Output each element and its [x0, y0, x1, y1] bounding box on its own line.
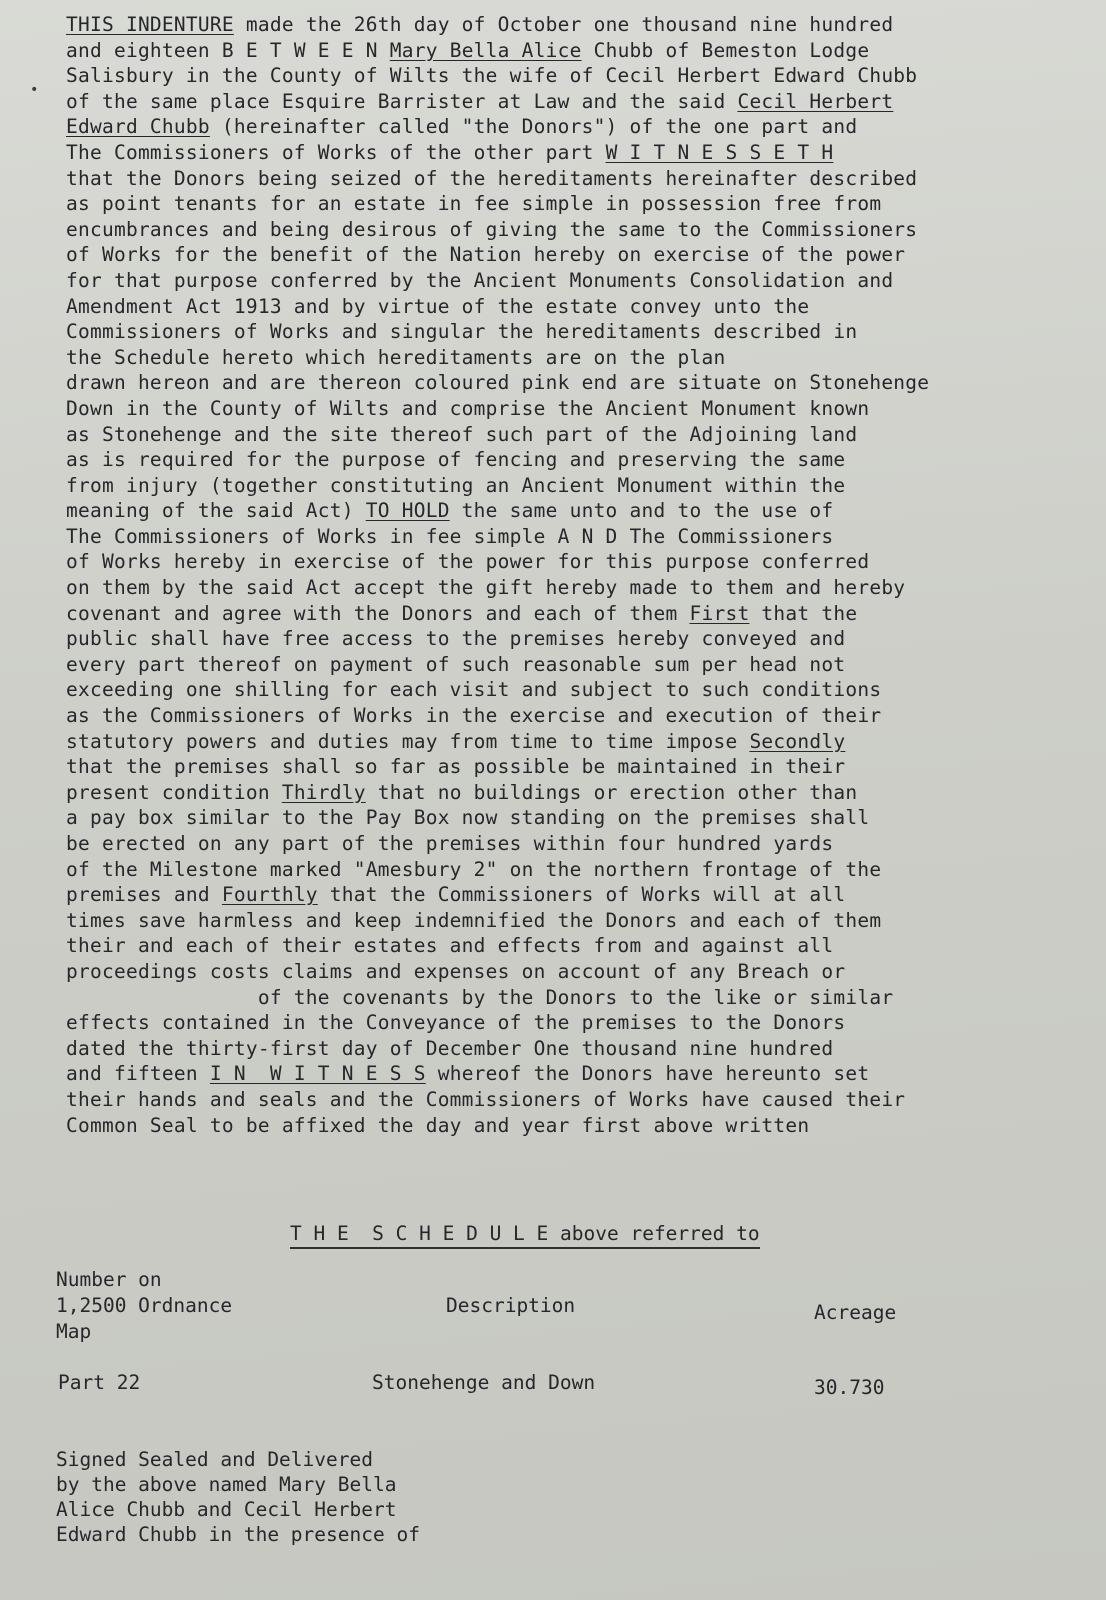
deed-line: that the — [749, 601, 858, 625]
deed-line: exceeding one shilling for each visit and subject to such conditions — [66, 678, 882, 702]
donor-name-underlined: Mary Bella Alice — [389, 38, 582, 62]
deed-line: (hereinafter called "the Donors") of the one part and — [209, 115, 858, 139]
deed-line: meaning of the said Act) — [66, 499, 366, 523]
deed-line: Chubb of Bemeston Lodge — [581, 38, 870, 62]
indenture-body — [66, 12, 1076, 1138]
donor-name-underlined: Edward Chubb — [66, 115, 210, 139]
deed-line: every part thereof on payment of such reasonable sum per head not — [66, 652, 846, 676]
deed-line: as Stonehenge and the site thereof such part of the Adjoining land — [66, 422, 858, 446]
deed-line: The Commissioners of Works in fee simple A N D The Commissioners — [66, 524, 834, 548]
deed-line: on them by the said Act accept the gift hereby made to them and hereby — [66, 576, 906, 600]
deed-line: whereof the Donors have hereunto set — [425, 1062, 870, 1086]
deed-line: made the 26th day of October one thousand nine hundred — [233, 13, 894, 36]
heading-this-indenture: THIS INDENTURE — [66, 13, 234, 36]
attestation-clause: Signed Sealed and Delivered by the above named Mary Bella Alice Chubb and Cecil Herbert Edward Chubb in the presence of — [56, 1448, 420, 1546]
schedule-title: T H E S C H E D U L E above referred to — [290, 1222, 760, 1249]
deed-line: The Commissioners of Works of the other part — [66, 140, 606, 164]
deed-line: Salisbury in the County of Wilts the wife of Cecil Herbert Edward Chubb — [66, 64, 918, 88]
deed-line: of the Milestone marked "Amesbury 2" on the northern frontage of the — [66, 857, 882, 881]
deed-line: as the Commissioners of Works in the exercise and execution of their — [66, 704, 882, 728]
in-witness-keyword: I N W I T N E S S — [209, 1062, 426, 1086]
schedule-header-description: Description — [446, 1294, 576, 1317]
first-keyword: First — [689, 601, 750, 625]
deed-line: dated the thirty-first day of December One thousand nine hundred — [66, 1036, 834, 1060]
deed-line: of the covenants by the Donors to the like or similar — [66, 985, 894, 1009]
deed-line: from injury (together constituting an Ancient Monument within the — [66, 473, 846, 497]
deed-line: that the premises shall so far as possible be maintained in their — [66, 755, 846, 779]
deed-line: and eighteen — [66, 38, 222, 62]
deed-line: that no buildings or erection other than — [365, 780, 858, 804]
schedule-row-description: Stonehenge and Down — [372, 1371, 596, 1394]
deed-line: times save harmless and keep indemnified the Donors and each of them — [66, 908, 882, 932]
schedule-row-number: Part 22 — [58, 1371, 141, 1394]
deed-line: their and each of their estates and effects from and against all — [66, 934, 834, 958]
deed-line: Amendment Act 1913 and by virtue of the estate convey unto the — [66, 294, 810, 318]
deed-line: the Schedule hereto which hereditaments are on the plan — [66, 345, 726, 369]
deed-line: of Works hereby in exercise of the power for this purpose conferred — [66, 550, 870, 574]
deed-line: encumbrances and being desirous of giving the same to the Commissioners — [66, 217, 918, 241]
deed-line: as point tenants for an estate in fee simple in possession free from — [66, 192, 882, 216]
schedule-header-number: Number on 1,2500 Ordnance Map — [56, 1268, 233, 1343]
deed-line: that the Donors being seized of the hereditaments hereinafter described — [66, 166, 918, 190]
deed-line: the same unto and to the use of — [449, 499, 834, 523]
deed-line: public shall have free access to the premises hereby conveyed and — [66, 627, 846, 651]
deed-line: of Works for the benefit of the Nation hereby on exercise of the power — [66, 243, 906, 267]
deed-line: drawn hereon and are thereon coloured pink end are situate on Stonehenge — [66, 371, 930, 395]
thirdly-keyword: Thirdly — [281, 780, 366, 804]
margin-mark: • — [30, 82, 39, 98]
deed-line: that the Commissioners of Works will at all — [317, 883, 846, 907]
deed-line: Common Seal to be affixed the day and year first above written — [66, 1113, 810, 1137]
deed-line: be erected on any part of the premises within four hundred yards — [66, 832, 834, 855]
witnesseth-keyword: W I T N E S S E T H — [605, 140, 834, 164]
to-hold-keyword: TO HOLD — [365, 499, 450, 523]
fourthly-keyword: Fourthly — [221, 883, 318, 907]
schedule-header-acreage: Acreage — [814, 1301, 897, 1324]
deed-line: Down in the County of Wilts and comprise the Ancient Monument known — [66, 396, 870, 420]
deed-line: premises and — [66, 883, 222, 907]
deed-line: of the same place Esquire Barrister at Law and the said — [66, 89, 738, 113]
between-keyword: B E T W E E N — [221, 38, 378, 62]
donor-name-underlined: Cecil Herbert — [737, 89, 894, 113]
deed-line: their hands and seals and the Commissioners of Works have caused their — [66, 1087, 906, 1111]
deed-line: proceedings costs claims and expenses on account of any Breach or — [66, 959, 846, 983]
deed-line: as is required for the purpose of fencing and preserving the same — [66, 448, 846, 472]
deed-line: statutory powers and duties may from time to time impose — [66, 729, 750, 753]
deed-line: present condition — [66, 780, 282, 804]
deed-line: Commissioners of Works and singular the hereditaments described in — [66, 320, 858, 344]
deed-line: for that purpose conferred by the Ancient Monuments Consolidation and — [66, 268, 894, 292]
schedule-row-acreage: 30.730 — [814, 1376, 885, 1399]
deed-line: and fifteen — [66, 1062, 210, 1086]
deed-line: effects contained in the Conveyance of the premises to the Donors — [66, 1011, 846, 1035]
secondly-keyword: Secondly — [749, 729, 846, 753]
deed-line: covenant and agree with the Donors and each of them — [66, 601, 690, 625]
deed-line: a pay box similar to the Pay Box now standing on the premises shall — [66, 806, 870, 830]
